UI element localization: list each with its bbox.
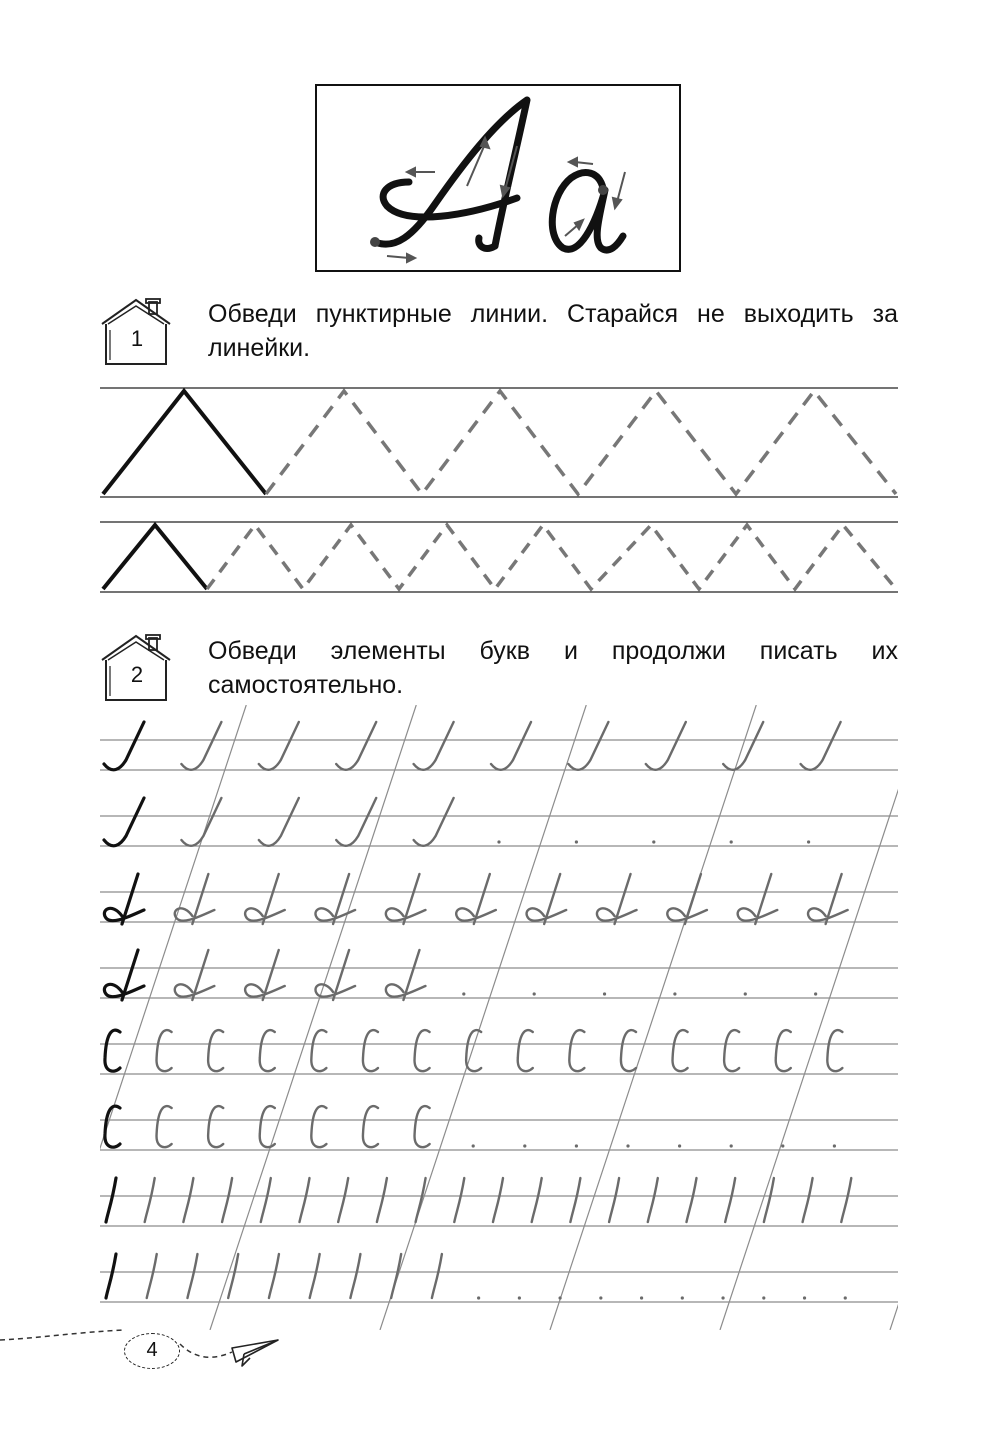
task-2-instruction: Обведи элементы букв и продолжи писать их самостоятельно. <box>208 637 898 699</box>
task-2-number: 2 <box>130 662 144 687</box>
task-1-number: 1 <box>130 326 144 351</box>
dashed-flight-path <box>0 1330 232 1357</box>
page-number: 4 <box>124 1333 180 1369</box>
task-1-instruction: Обведи пунктирные линии. Старайся не выходить за линейки. <box>208 300 898 362</box>
paper-plane-icon <box>232 1340 278 1366</box>
